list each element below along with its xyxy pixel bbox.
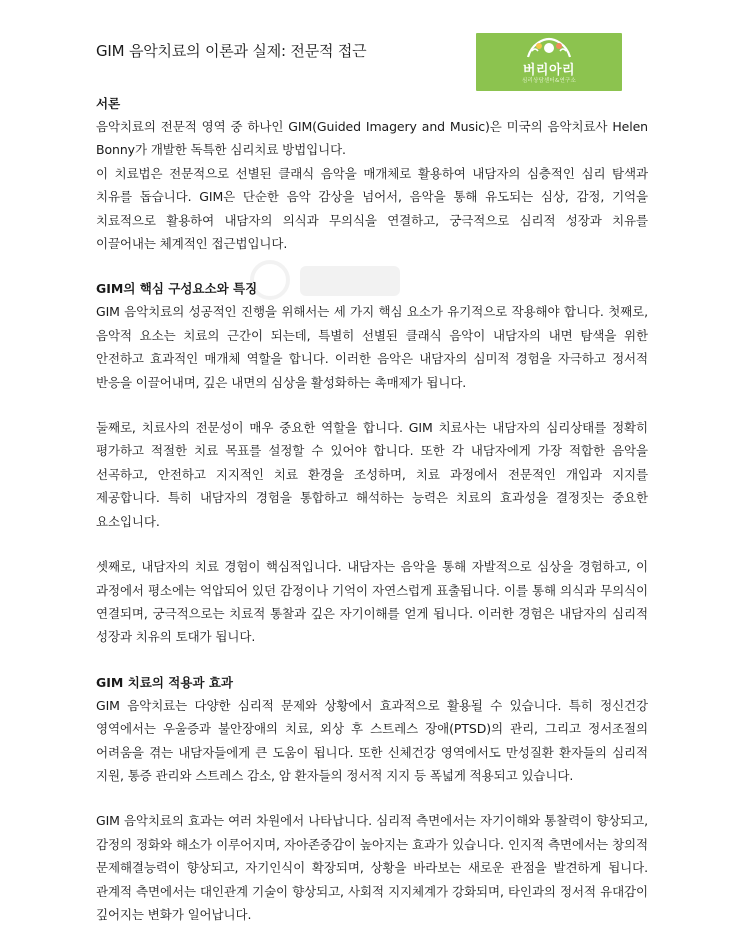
- document-body: [96, 92, 648, 926]
- logo-name: 버리아리: [522, 63, 576, 78]
- document-title: GIM 음악치료의 이론과 실제: 전문적 접근: [96, 42, 367, 60]
- section-heading-application: GIM 치료의 적용과 효과: [96, 674, 234, 690]
- logo-subtitle: 심리상담센터&연구소: [521, 78, 577, 84]
- paragraph: 셋째로, 내담자의 치료 경험이 핵심적입니다. 내담자는 음악을 통해 자발적으로 심상을 경험하고, 이 과정에서 평소에는 억압되어 있던 감정이나 기억이 자연스럽게 표출됩니다. 이를 통해 의식과 무의식이 연결되며, 궁극적으로는 치료적 통찰과 깊은 자기이해를 얻게 됩니다. 이러한 경험은 내담자의 심리적 성장과 치유의 토대가 됩니다.: [96, 559, 648, 645]
- paragraph: 이 치료법은 전문적으로 선별된 클래식 음악을 매개체로 활용하여 내담자의 심층적인 심리 탐색과 치유를 돕습니다. GIM은 단순한 음악 감상을 넘어서, 음악을 통해 유도되는 심상, 감정, 기억을 치료적으로 활용하여 내담자의 의식과 무의식을 연결하고, 궁극적으로 심리적 성장과 치유를 이끌어내는 체계적인 접근법입니다.: [96, 165, 648, 252]
- leaf-emblem-icon: [522, 37, 576, 59]
- brand-logo: [476, 33, 622, 91]
- section-heading-components: GIM의 핵심 구성요소와 특징: [96, 281, 258, 297]
- paragraph: GIM 음악치료는 다양한 심리적 문제와 상황에서 효과적으로 활용될 수 있습니다. 특히 정신건강 영역에서는 우울증과 불안장애의 치료, 외상 후 스트레스 장애(PTSD)의 관리, 그리고 정서조절의 어려움을 겪는 내담자들에게 큰 도움이 됩니다. 또한 신체건강 영역에서도 만성질환 환자들의 심리적 지원, 통증 관리와 스트레스 감소, 암 환자들의 정서적 지지 등 폭넓게 적용되고 있습니다.: [96, 697, 648, 783]
- paragraph: 둘째로, 치료사의 전문성이 매우 중요한 역할을 합니다. GIM 치료사는 내담자의 심리상태를 정확히 평가하고 적절한 치료 목표를 설정할 수 있어야 합니다. 또한 각 내담자에게 가장 적합한 음악을 선곡하고, 안전하고 지지적인 치료 환경을 조성하며, 치료 과정에서 전문적인 개입과 지지를 제공합니다. 특히 내담자의 경험을 통합하고 해석하는 능력은 치료의 효과성을 결정짓는 중요한 요소입니다.: [96, 420, 648, 529]
- paragraph: GIM 음악치료의 효과는 여러 차원에서 나타납니다. 심리적 측면에서는 자기이해와 통찰력이 향상되고, 감정의 정화와 해소가 이루어지며, 자아존중감이 높아지는 효과가 있습니다. 인지적 측면에서는 창의적 문제해결능력이 향상되고, 자기인식이 확장되며, 상황을 바라보는 새로운 관점을 발견하게 됩니다. 관계적 측면에서는 대인관계 기술이 향상되고, 사회적 지지체계가 강화되며, 타인과의 정서적 유대감이 깊어지는 변화가 일어납니다.: [96, 813, 648, 922]
- section-heading-intro: 서론: [96, 96, 121, 111]
- paragraph: 음악치료의 전문적 영역 중 하나인 GIM(Guided Imagery and Music)은 미국의 음악치료사 Helen Bonny가 개발한 독특한 심리치료 방법입니다.: [96, 119, 648, 158]
- paragraph: GIM 음악치료의 성공적인 진행을 위해서는 세 가지 핵심 요소가 유기적으로 작용해야 합니다. 첫째로, 음악적 요소는 치료의 근간이 되는데, 특별히 선별된 클래식 음악이 내담자의 내면 탐색을 위한 안전하고 효과적인 매개체 역할을 합니다. 이러한 음악은 내담자의 심미적 경험을 자극하고 정서적 반응을 이끌어내며, 깊은 내면의 심상을 활성화하는 촉매제가 됩니다.: [96, 304, 648, 390]
